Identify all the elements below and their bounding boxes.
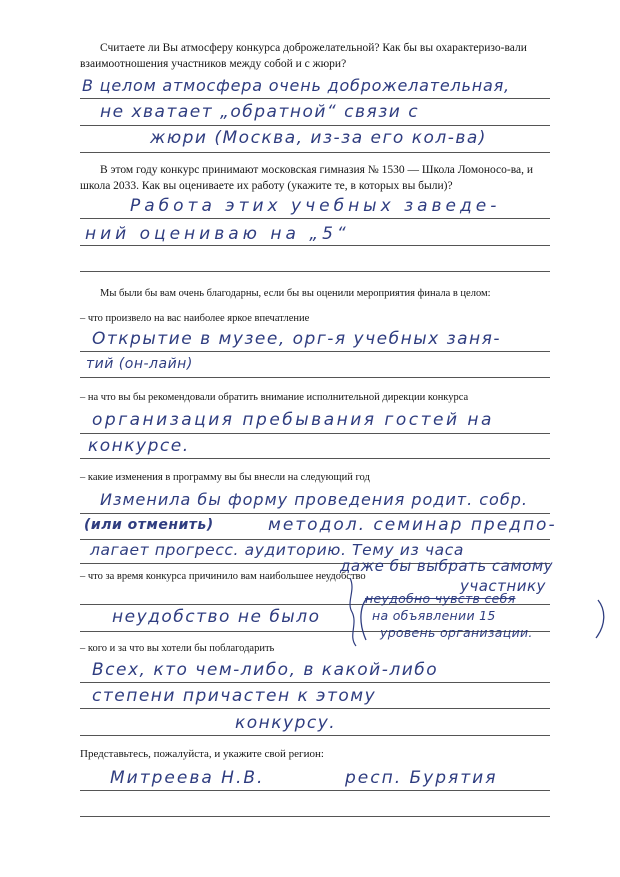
answer-schools-line-2: ний оцениваю на „5“ [85, 224, 350, 244]
question-attention: – на что вы бы рекомендовали обратить внимание исполнительной дирекции конкурса [80, 392, 469, 403]
answer-changes-line-3: лагает прогресс. аудиторию. Тему из часа [90, 541, 464, 559]
question-schools: В этом году конкурс принимают московская гимназия № 1530 — Школа Ломоносо-ва, и школа 2033. Как вы оцениваете их работу (укажите те, в которых вы были)? [80, 164, 534, 192]
answer-inconvenience-aside-struck: неудобно чувств себя [365, 591, 516, 606]
answer-changes-line-4: даже бы выбрать самому [340, 557, 554, 575]
answer-thanks-line-1: Всех, кто чем-либо, в какой-либо [92, 660, 439, 680]
answer-changes-line-2a: (или отменить) [84, 517, 214, 533]
answer-thanks-line-3: конкурсу. [235, 713, 337, 733]
answer-inconvenience-main: неудобство не было [112, 607, 321, 627]
answer-atmosphere-line-3: жюри (Москва, из-за его кол-ва) [150, 128, 487, 148]
curly-divider-mark [350, 578, 356, 646]
answer-atmosphere-line-2: не хватает „обратной“ связи с [100, 102, 420, 122]
answer-region: респ. Бурятия [345, 768, 498, 788]
final-evaluation-intro: Мы были бы вам очень благодарны, если бы вы оценили мероприятия финала в целом: [100, 288, 491, 299]
question-introduce: Представьтесь, пожалуйста, и укажите свой регион: [80, 748, 324, 760]
question-atmosphere: Считаете ли Вы атмосферу конкурса доброжелательной? Как бы вы охарактеризо-вали взаимоотношения участников между собой и с жюри? [80, 42, 527, 70]
question-inconvenience: – что за время конкурса причинило вам наибольшее неудобство [80, 571, 366, 582]
right-bracket-mark [596, 600, 604, 638]
answer-schools-line-1: Работа этих учебных заведе- [130, 196, 501, 216]
question-impression: – что произвело на вас наиболее яркое впечатление [80, 313, 310, 324]
answer-inconvenience-aside-1: на объявлении 15 [372, 608, 496, 623]
answer-attention-line-2: конкурсе. [88, 436, 190, 456]
left-bracket-mark [361, 597, 368, 640]
answer-changes-line-2b: методол. семинар предпо- [268, 515, 557, 535]
answer-impression-line-2: тий (он-лайн) [86, 356, 193, 372]
answer-changes-line-1: Изменила бы форму проведения родит. собр. [100, 490, 528, 509]
answer-changes-line-5: участнику [460, 577, 546, 595]
answer-atmosphere-line-1: В целом атмосфера очень доброжелательная, [82, 76, 510, 95]
answer-attention-line-1: организация пребывания гостей на [92, 410, 494, 430]
answer-thanks-line-2: степени причастен к этому [92, 686, 377, 706]
answer-inconvenience-aside-2: уровень организации. [380, 625, 533, 640]
question-changes: – какие изменения в программу вы бы внесли на следующий год [80, 472, 370, 483]
answer-impression-line-1: Открытие в музее, орг-я учебных заня- [92, 329, 502, 349]
answer-name: Митреева Н.В. [110, 768, 265, 788]
question-thanks: – кого и за что вы хотели бы поблагодарить [80, 643, 275, 654]
